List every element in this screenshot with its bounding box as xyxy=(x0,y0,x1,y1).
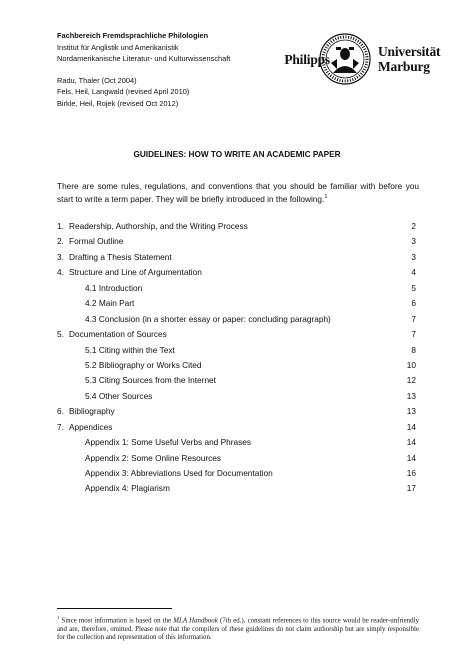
toc-entry-label: 4.2 Main Part xyxy=(85,298,135,309)
toc-entry-number: 6. xyxy=(57,406,64,417)
toc-entry-number: 3. xyxy=(57,251,64,262)
toc-entry-label: Formal Outline xyxy=(69,236,124,247)
toc-entry xyxy=(57,481,419,496)
toc-entry-page: 5 xyxy=(411,282,416,293)
toc-entry-label: 5.4 Other Sources xyxy=(85,390,153,401)
author-line: Radu, Thaler (Oct 2004) xyxy=(57,75,137,85)
toc-entry-label: Appendix 2: Some Online Resources xyxy=(85,452,222,463)
toc-entry-page: 4 xyxy=(411,267,416,278)
toc-entry xyxy=(57,466,419,481)
toc-entry-page: 3 xyxy=(411,236,416,247)
intro-paragraph: There are some rules, regulations, and conventions that you should be familiar with before you start to write a term paper. They will be briefly introduced in the following.$^1$ xyxy=(57,181,419,204)
footnote-divider xyxy=(57,608,172,609)
page-title: GUIDELINES: HOW TO WRITE AN ACADEMIC PAPER xyxy=(133,150,341,159)
institution-header xyxy=(57,30,230,110)
toc-entry-page: 14 xyxy=(406,452,416,463)
toc-entry-page: 13 xyxy=(406,390,416,401)
toc-entry-page: 13 xyxy=(406,406,416,417)
toc-entry-label: Bibliography xyxy=(69,406,115,417)
toc-entry-number: 5. xyxy=(57,329,64,340)
logo-word-philipps: Philipps xyxy=(284,52,330,67)
toc-entry xyxy=(57,389,419,404)
university-logo xyxy=(270,33,441,88)
toc-entry xyxy=(57,358,419,373)
toc-entry xyxy=(57,234,419,249)
toc-entry-page: 14 xyxy=(406,421,416,432)
toc-entry-label: 5.2 Bibliography or Works Cited xyxy=(85,359,202,370)
toc-entry-page: 10 xyxy=(406,359,416,370)
toc-entry-label: Documentation of Sources xyxy=(69,329,167,340)
toc-entry-page: 6 xyxy=(411,298,416,309)
table-of-contents xyxy=(57,219,419,497)
institute-name: Institut für Anglistik und Amerikanistik xyxy=(57,42,179,52)
university-seal-icon xyxy=(319,33,371,85)
department-name: Fachbereich Fremdsprachliche Philologien xyxy=(57,31,209,40)
toc-entry-label: Structure and Line of Argumentation xyxy=(69,267,202,278)
toc-entry xyxy=(57,250,419,265)
toc-entry xyxy=(57,312,419,327)
toc-entry xyxy=(57,343,419,358)
toc-entry xyxy=(57,404,419,419)
toc-entry-label: 5.3 Citing Sources from the Internet xyxy=(85,375,216,386)
logo-word-universitaet-marburg: Universität Marburg xyxy=(378,44,441,74)
toc-entry xyxy=(57,451,419,466)
division-name: Nordamerikanische Literatur- und Kulturwissenschaft xyxy=(57,54,231,64)
author-line: Fels, Heil, Langwald (revised April 2010) xyxy=(57,87,190,97)
toc-entry-label: Drafting a Thesis Statement xyxy=(69,251,172,262)
toc-entry-number: 2. xyxy=(57,236,64,247)
toc-entry-page: 8 xyxy=(411,344,416,355)
footnote: $^1$ Since most information is based on the MLA Handbook (7th ed.), constant references to this source would be reader-unfriendly and are, therefore, omitted. Please note that the compilers of these guidelines do not claim authorship but are simply responsible for the collection and representation of this information. xyxy=(57,615,419,642)
toc-entry-page: 7 xyxy=(411,329,416,340)
toc-entry-number: 7. xyxy=(57,421,64,432)
toc-entry xyxy=(57,435,419,450)
toc-entry-page: 17 xyxy=(406,483,416,494)
toc-entry-label: 4.3 Conclusion (in a shorter essay or paper: concluding paragraph) xyxy=(85,313,331,324)
toc-entry-page: 3 xyxy=(411,251,416,262)
toc-entry xyxy=(57,265,419,280)
toc-entry-number: 1. xyxy=(57,221,64,231)
toc-entry-label: 5.1 Citing within the Text xyxy=(85,344,175,355)
toc-entry-label: Readership, Authorship, and the Writing Process xyxy=(69,221,248,231)
toc-entry-page: 2 xyxy=(411,221,416,231)
toc-entry-page: 14 xyxy=(406,437,416,448)
toc-entry-page: 7 xyxy=(411,313,416,324)
toc-entry-label: 4.1 Introduction xyxy=(85,282,143,293)
toc-entry xyxy=(57,219,419,234)
toc-entry-label: Appendix 1: Some Useful Verbs and Phrases xyxy=(85,437,252,448)
toc-entry xyxy=(57,420,419,435)
author-line: Birkle, Heil, Rojek (revised Oct 2012) xyxy=(57,98,179,108)
toc-entry-page: 12 xyxy=(406,375,416,386)
footnote-marker: 1 xyxy=(324,194,328,201)
toc-entry-label: Appendices xyxy=(69,421,113,432)
toc-entry-page: 16 xyxy=(406,468,416,478)
toc-entry-number: 4. xyxy=(57,267,64,278)
toc-entry xyxy=(57,296,419,311)
toc-entry xyxy=(57,281,419,296)
toc-entry-label: Appendix 3: Abbreviations Used for Documentation xyxy=(85,468,273,478)
toc-entry xyxy=(57,373,419,388)
toc-entry xyxy=(57,327,419,342)
toc-entry-label: Appendix 4: Plagiarism xyxy=(85,483,170,494)
